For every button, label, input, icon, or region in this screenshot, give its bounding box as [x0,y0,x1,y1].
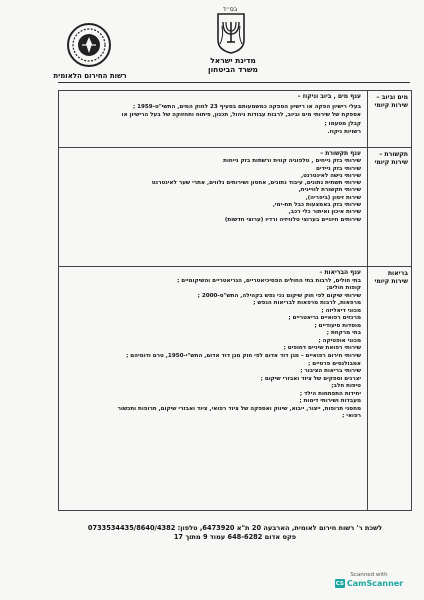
list-item: מרפאות, לרבות מרפאות לבריאות הנפש ; [253,300,361,307]
list-item: מכוני דיאליזה ; [321,307,361,314]
list-item: שירותי גישה לאינטרנט, [300,172,361,179]
list-item: יחידות התפתחות הילד ; [299,390,361,397]
authority-seal-icon [66,22,112,68]
category-cell: תקשורת – שירות קיומי [367,148,411,266]
footer-page-number: פקס אדום 648-6282 עמוד 9 מתוך 17 [173,533,297,541]
table-row-communications [59,147,411,266]
list-item: אספקת של שירותי מים וביוב, לרבות עבודות ניהול, תכנון, פיתוח ותחזוקה של בעל הרישיון או [121,112,361,118]
bsd-mark: בס״ד [222,6,238,13]
list-item: שירות איכון ואיתור כלי רכב, [288,209,361,216]
camscanner-logo-icon: CS [335,580,344,587]
list-item: בתי חולים, לרבות בתי החולים הפסיכיאטריים, הגריאטריים והשיקומיים ; [177,277,361,284]
sector-title: ענף הבריאות – [319,269,361,276]
list-item: מחסני תרופות, ייצור, ייבוא, שיווק ואספקה של ציוד רפואי, ציוד ואבזרי שיקום, תרופות ותכשור [117,405,361,412]
content-cell [59,91,367,147]
ministry-line-2: משרד הביטחון [208,65,258,74]
list-item: שירותי בזק נייחים , טלפוניה קווית ורשתות בזק נייחות [223,158,361,165]
content-cell [59,267,367,510]
authority-title: רשות החירום הלאומית [53,72,127,80]
list-item: שירותי בזק באמצעות כבל תת-ימי, [272,202,361,209]
list-item: שירותי תשתית נתונים, עיבוד נתונים, אחסון ושירותים נלווים, אתרי שער לאינטרנט [151,180,361,187]
list-item: בתי מרקחת ; [326,330,361,337]
list-item: מכוני אופטיקה ; [318,337,361,344]
list-item: שירותי תקשורת לוויינית, [298,187,361,194]
list-item: מעבדות ושירותי דימות ; [299,398,361,405]
content-cell [59,148,367,266]
menorah-emblem-icon [214,12,248,54]
list-item: שירותי בריאות הציבור ; [300,368,361,375]
category-cell: מים וביוב – שירות קיומי [367,91,411,147]
list-item: יצרנים וספקים של ציוד ואבזרי שיקום ; [260,375,361,382]
camscanner-watermark [334,572,404,594]
list-item: שירותי רפואת שיניים דחופים ; [283,345,361,352]
page-footer [60,524,410,542]
table-row-water [59,91,411,147]
header-divider [58,82,410,83]
list-item: שירות זימון (ביפריה), [305,194,361,201]
list-item: מוסדות סיעודיים ; [314,322,361,329]
list-item: טיפות חלב; [331,383,361,390]
list-item: אמבולנסים פרטיים ; [308,360,361,367]
category-cell: בריאות שירות קיומי [367,267,411,510]
list-item: שירותי בזק ניידים [316,165,361,172]
ministry-line-1: מדינת ישראל [210,56,256,65]
list-item: רשויות ניקוז. [327,129,361,135]
scanner-brand [334,579,404,588]
list-item: שירותי חירום רפואיים – מגן דוד אדום לפי חוק מגן דוד אדום, התש"י-1950, טרם ודומיהם ; [126,353,361,360]
sector-title: ענף מים , ביוב וניקוז – [297,93,361,100]
ministry-title [188,56,278,74]
list-item: בעלי רישיון הפקה או רישיון הספקה כמשמעותם בסעיף 23 לחוק המים, התשי"ט-1959 ; [132,103,361,110]
sectors-table [58,90,412,511]
footer-contact: לשכת ר' רשות חירום לאומית, הארבעה 20 ת"א 6473920, טלפון: 0733534435/8640/4382 [87,524,383,532]
scanner-label: Scanned with [350,572,388,578]
list-item: שירותי שיקום לפי חוק שיקום נכי נפש בקהילה, התש"ס-2000 ; [197,292,361,299]
list-item: רפואי ; [342,413,361,420]
sector-title: ענף תקשורת – [320,150,361,157]
table-row-health [59,266,411,510]
scanner-brand-name: CamScanner [346,579,404,588]
list-item: קבלן מטעמו ; [324,120,361,127]
list-item: מרכזים רפואיים גריאטריים ; [288,315,361,322]
list-item: שירותים חיוניים בערוצי טלוויזיה ורדיו (ערוצי חדשות) [224,216,361,223]
list-item: קופות חולים; [326,285,361,292]
